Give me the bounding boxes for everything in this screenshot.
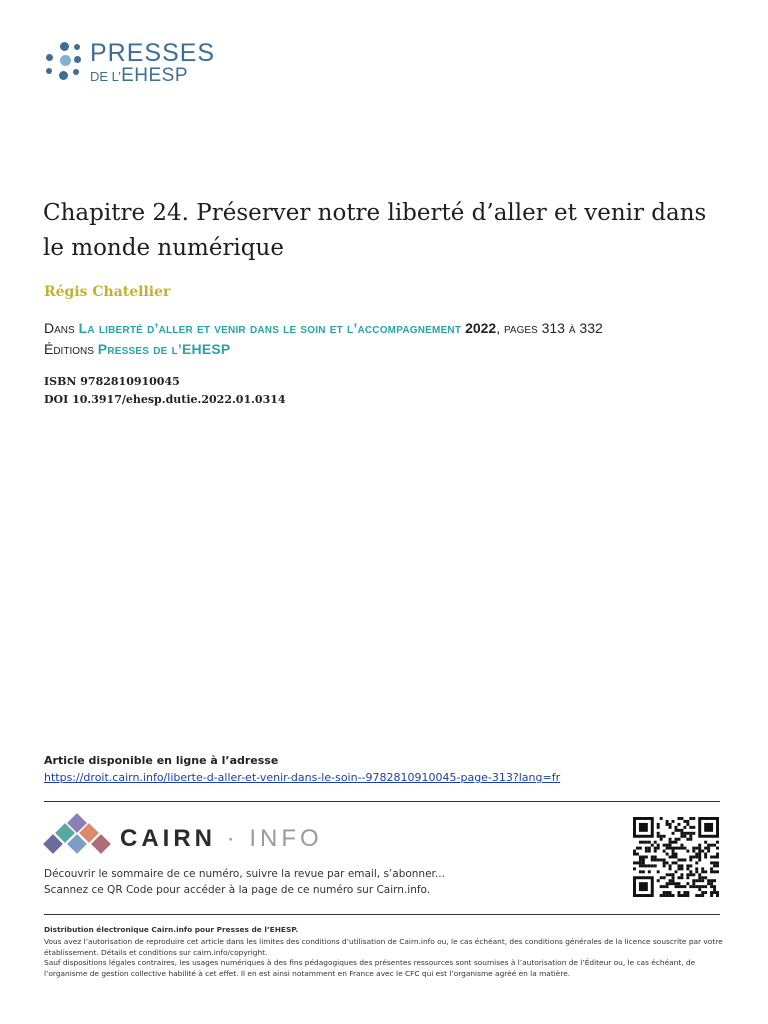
legal-text <box>44 937 724 979</box>
cairn-diamonds-icon <box>44 812 114 858</box>
legal-paragraph-2: Sauf dispositions légales contraires, les usages numériques à des fins pédagogiques des présentes ressources sont soumises à l’autorisation de l’Éditeur ou, le cas échéant, de l’organisme de gestion collective habilité à cet effet. Il en est ainsi notamment en France avec le CFC qui est l’organisme agréé en la matière. <box>44 958 696 978</box>
cta-line-2: Scannez ce QR Code pour accéder à la page de ce numéro sur Cairn.info. <box>44 884 431 896</box>
publisher-link[interactable]: Presses de l’EHESP <box>97 341 231 357</box>
publisher-logo-line1: PRESSES <box>90 39 216 67</box>
cairn-wordmark: CAIRN · INFO <box>120 825 323 852</box>
pages: , pages 313 à 332 <box>496 320 603 336</box>
editions-label: Éditions <box>44 341 94 357</box>
availability-label: Article disponible en ligne à l’adresse <box>44 754 279 767</box>
author-link[interactable]: Régis Chatellier <box>44 284 171 300</box>
divider-top <box>44 801 720 802</box>
publisher-logo <box>44 40 234 90</box>
doi: DOI 10.3917/ehesp.dutie.2022.01.0314 <box>44 393 286 406</box>
qr-code-icon[interactable] <box>633 817 719 897</box>
availability-url-link[interactable]: https://droit.cairn.info/liberte-d-aller-et-venir-dans-le-soin--9782810910045-page-313?lang=fr <box>44 771 561 784</box>
chapter-title: Chapitre 24. Préserver notre liberté d’aller et venir dans le monde numérique <box>43 200 707 261</box>
legal-paragraph-1: Vous avez l’autorisation de reproduire cet article dans les limites des conditions d’utilisation de Cairn.info ou, le cas échéant, des conditions générales de la licence souscrite par votre établissement. Détails et conditions sur cairn.info/copyright. <box>44 937 723 957</box>
publisher-logo-line2: DE L’EHESP <box>90 65 188 86</box>
dans-label: Dans <box>44 320 75 336</box>
legal-distribution: Distribution électronique Cairn.info pour Presses de l’EHESP. <box>44 925 299 934</box>
book-line <box>44 320 603 336</box>
year: 2022 <box>465 320 497 336</box>
cta-line-1: Découvrir le sommaire de ce numéro, suivre la revue par email, s’abonner... <box>44 868 445 880</box>
cairn-logo[interactable] <box>44 812 344 860</box>
book-title-link[interactable]: La liberté d’aller et venir dans le soin et l’accompagnement <box>78 320 462 336</box>
editions-line <box>44 341 230 357</box>
isbn: ISBN 9782810910045 <box>44 375 180 388</box>
divider-bottom <box>44 914 720 915</box>
presses-dots-icon <box>44 40 84 84</box>
